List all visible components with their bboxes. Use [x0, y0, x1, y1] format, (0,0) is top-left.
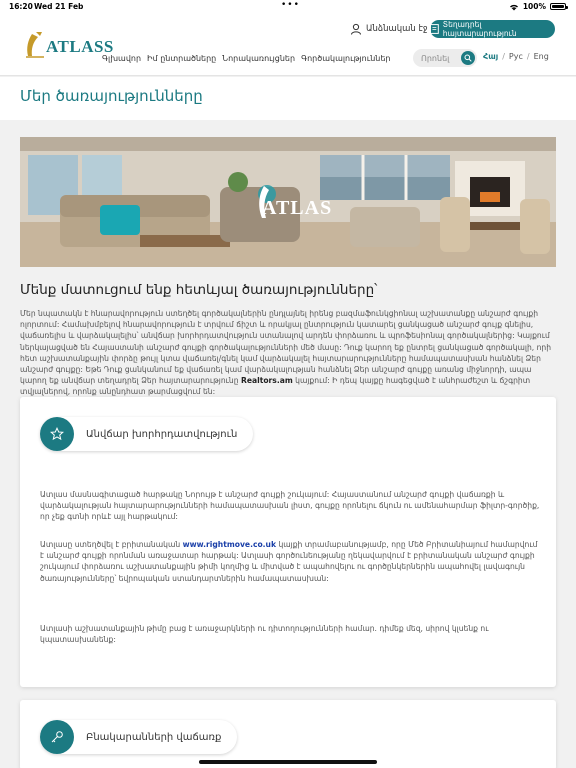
language-en[interactable]: Eng — [533, 52, 549, 61]
post-listing-label: Տեղադրել հայտարարություն — [442, 20, 517, 38]
page-title: Մեր ծառայությունները — [20, 87, 203, 105]
wifi-icon — [509, 3, 519, 11]
card-paragraph: Ատլաս մասնագիտացած հարթակը Նորույթ է անշարժ գույքի շուկայում: Հայաստանում անշարժ գույքի վաճառքի և վարձակալության հայտարարությունների համապատասխան լիստ, գույքը որոնելու ճկուն ու ամենահարմար ֆիլտր-գործիք, որ չեք գտնի որևէ այլ հարթակում: — [40, 490, 540, 522]
language-switcher: Հայ / Рус / Eng — [483, 52, 549, 61]
service-chip[interactable] — [40, 417, 253, 451]
status-time: 16:20 — [9, 2, 33, 11]
service-title: Անվճար խորհրդատվություն — [86, 428, 238, 440]
card-paragraph: Ատլասը ստեղծվել է բրիտանական www.rightmove.co.uk կայքի տրամաբանությամբ, որը Մեծ Բրիտանիայում համարվում է անշարժ գույքի որոնման առաջատար հարթակ: Ատլասի գործունեությանը ղեկավարվում է բրիտանական անշարժ գույքի շուկայում փորձառու աշխատանքային թիմի կողմից և միտված է ապահովելու ու գործընկերներին ապահովել լավագույն ծառայությունները՝ եվրոպական ստանդարտներին համապատասխան: — [40, 540, 538, 583]
search-icon — [464, 54, 472, 62]
service-chip[interactable] — [40, 720, 237, 754]
language-hy[interactable]: Հայ — [483, 52, 499, 61]
site-header — [0, 14, 576, 76]
hero-logo-text: ATLAS — [262, 197, 333, 219]
service-title: Բնակարանների վաճառք — [86, 731, 222, 743]
user-icon — [350, 23, 362, 35]
nav-item-favorites[interactable]: Իմ ընտրածները — [147, 54, 217, 63]
personal-page-link[interactable] — [350, 23, 428, 35]
key-icon — [40, 720, 74, 754]
nav-item-home[interactable]: Գլխավոր — [102, 54, 142, 63]
star-icon — [40, 417, 74, 451]
status-bar — [0, 0, 576, 14]
service-card-free-consultation — [20, 397, 556, 687]
language-ru[interactable]: Рус — [508, 52, 523, 61]
nav-item-new-buildings[interactable]: Նորակառույցներ — [222, 54, 296, 63]
hero-image — [20, 137, 556, 267]
home-indicator[interactable] — [199, 760, 377, 764]
card-paragraph: Ատլասի աշխատանքային թիմը բաց է առաջարկների ու դիտողությունների համար. դիմեք մեզ, սիրով կլսենք ու կպատասխանենք: — [40, 624, 489, 645]
personal-page-label: Անձնական էջ — [366, 24, 428, 34]
nav-item-agencies[interactable]: Գործակալություններ — [301, 54, 391, 63]
main-nav — [102, 54, 391, 63]
services-heading: Մենք մատուցում ենք հետևյալ ծառայությունները՝ — [20, 282, 378, 298]
realtors-link[interactable]: Realtors.am — [240, 376, 293, 386]
battery-percent: 100% — [522, 2, 546, 11]
battery-icon — [550, 3, 566, 10]
post-listing-button[interactable] — [430, 20, 555, 38]
status-date: Wed 21 Feb — [34, 2, 84, 11]
document-icon — [430, 24, 439, 34]
search-input[interactable] — [421, 51, 461, 65]
service-card-apartment-sales — [20, 700, 556, 768]
search-button[interactable] — [461, 51, 475, 65]
search-box — [413, 49, 477, 67]
intro-paragraph: Մեր նպատակն է հնարավորություն ստեղծել գործակալներին ընդլայնել իրենց բազմաֆունկցիոնալ աշխատանքը անշարժ գույքի ոլորտում: Համախմբելով հնարավորություն է տրվում ճիշտ և որակյալ ընտրություն կատարել ցանկացած անշարժ գույք գնելիս, վաճառելիս և վարձակալելիս՝ անվճար խորհրդատվություն ստանալով արդեն փորձառու և պրոֆեսիոնալ գործակալներից: Կայքում ներկայացված են Հայաստանի անշարժ գույքի գործակալությունների մեծ մասը: Դուք կարող եք ընտրել ցանկացած գործակալի, որի հետ աշխատանքային փորձը թույլ կտա վաճառել/գնել կամ վարձակալել հայտարարությունները համապատասխան հանձնել Ձեր անշարժ գույքը: Եթե Դուք ցանկանում եք վաճառել կամ վարձակալության հանձնել Ձեր անշարժ գույքը առանց միջնորդի, ապա կարող եք անվճար տեղադրել Ձեր հայտարարությունը Realtors.am կայքում: Ի դեպ կայքը հագեցված է անհրաժեշտ և ճշգրիտ տվյալներով, որոնք անընդհատ թարմացվում են: — [20, 309, 552, 397]
multitask-dots-icon[interactable]: ••• — [281, 0, 300, 10]
rightmove-link[interactable]: www.rightmove.co.uk — [182, 540, 277, 549]
logo-text[interactable]: ATLASS — [46, 37, 114, 56]
